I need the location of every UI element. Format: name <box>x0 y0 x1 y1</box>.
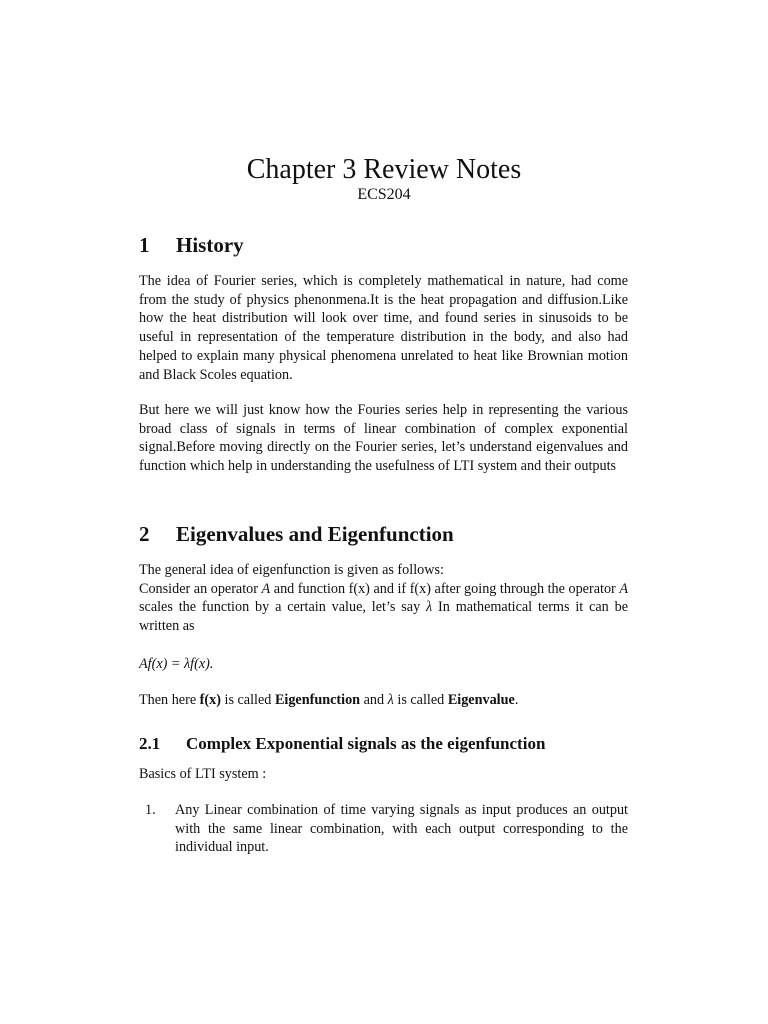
text-run: is called <box>220 692 275 708</box>
bold-term-eigenvalue: Eigenvalue <box>447 692 515 708</box>
paragraph-text: The idea of Fourier series, which is completely mathematical in nature, had come from the study of physics phenonmena.It is the heat propagation and diffusion.Like how the heat distribution will look over time, and found series in sinusoids to be useful in representation of the temperature distribution in the body, and also had helped to explain many physical phenomena unrelated to heat like Brownian motion and Black Scoles equation. <box>139 273 628 383</box>
section-number: 1 <box>139 233 150 257</box>
eigen-equation: Af(x) = λf(x). <box>139 656 214 672</box>
subsection-number: 2.1 <box>139 734 161 753</box>
section-heading-history <box>139 231 244 259</box>
list-item-text: Any Linear combination of time varying signals as input produces an output with the same linear combination, with each output corresponding to the individual input. <box>175 802 628 856</box>
math-symbol-a: A <box>619 580 628 597</box>
math-symbol-a: A <box>261 580 271 597</box>
section-number: 2 <box>139 522 150 546</box>
text-run: Then here <box>139 692 200 708</box>
subsection-heading-complex-exp <box>139 732 545 756</box>
text-run: Consider an operator <box>139 580 262 597</box>
paragraph-line <box>139 691 628 710</box>
list-marker: 1. <box>145 802 156 818</box>
history-paragraph-1 <box>139 272 628 384</box>
paragraph-line: Basics of LTI system : <box>139 766 267 782</box>
history-paragraph-2 <box>139 401 628 476</box>
section-title: History <box>176 233 244 257</box>
text-run: . <box>514 692 519 708</box>
text-run: and function f(x) and if f(x) after going through the operator <box>270 580 620 597</box>
text-run: and <box>360 692 388 708</box>
paragraph-line: The general idea of eigenfunction is given as follows: <box>139 562 444 578</box>
paragraph-text: But here we will just know how the Fouries series help in representing the various broad class of signals in terms of linear combination of complex exponential signal.Before moving directly on the Fourier series, let’s understand eigenvalues and function which help in understanding the usefulness of LTI system and their outputs <box>139 402 628 475</box>
text-run: scales the function by a certain value, let’s say <box>139 599 427 616</box>
lti-list <box>139 801 628 857</box>
operator-definition <box>139 580 628 636</box>
section-title: Eigenvalues and Eigenfunction <box>176 522 454 546</box>
text-run: In mathematical terms it can be written as <box>139 599 628 635</box>
list-item <box>139 801 628 857</box>
text-run: is called <box>393 692 448 708</box>
document-subtitle: ECS204 <box>357 186 411 203</box>
eigen-conclusion <box>139 691 628 710</box>
bold-term-eigenfunction: Eigenfunction <box>274 692 361 708</box>
eigen-paragraph <box>139 561 628 636</box>
bold-term-fx: f(x) <box>199 692 221 708</box>
math-symbol-lambda: λ <box>426 599 433 616</box>
section-heading-eigen <box>139 520 454 548</box>
document-title: Chapter 3 Review Notes <box>246 154 522 185</box>
lti-intro <box>139 765 628 784</box>
subsection-title: Complex Exponential signals as the eigenfunction <box>186 734 546 753</box>
math-symbol-lambda: λ <box>387 692 394 708</box>
